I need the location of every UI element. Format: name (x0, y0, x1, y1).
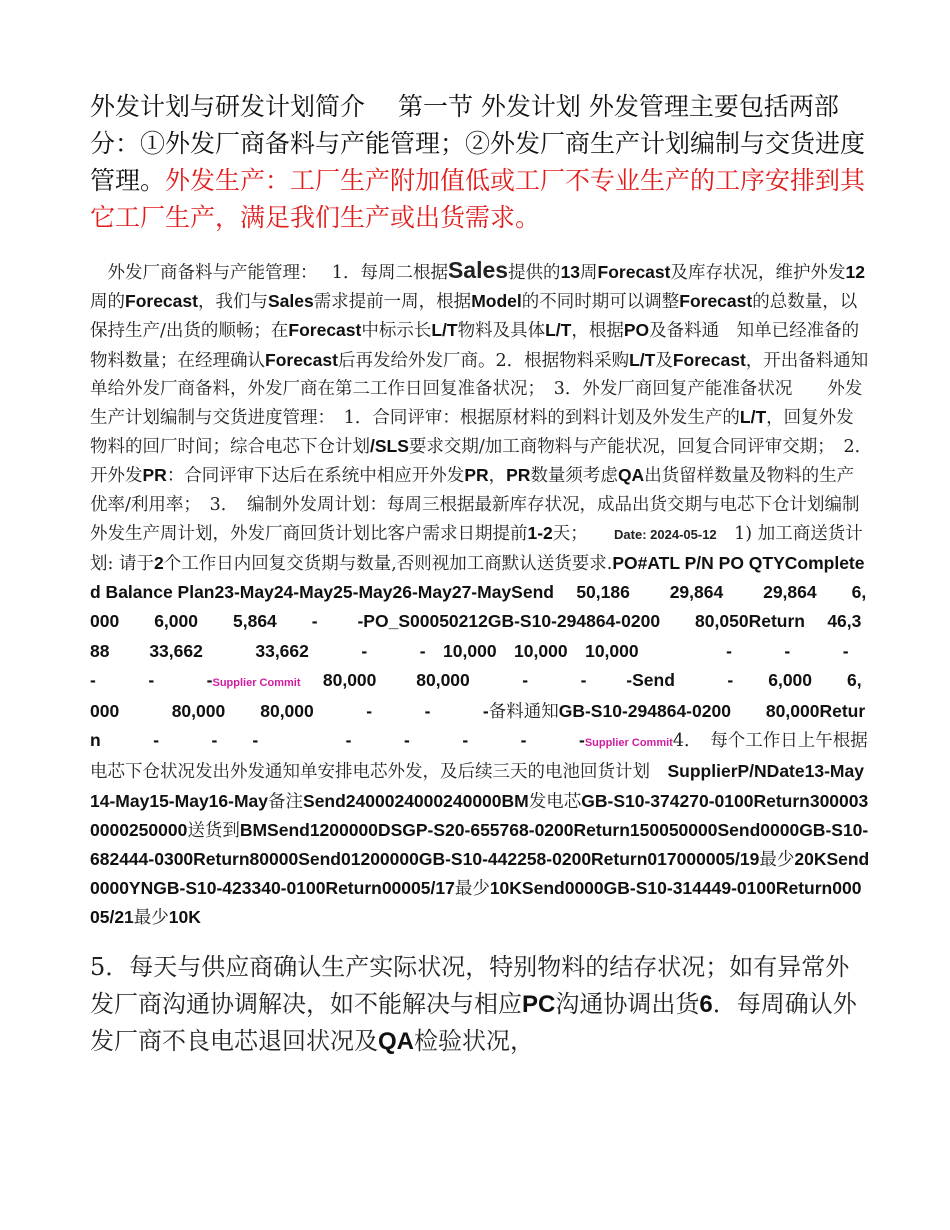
text-run: ，根据 (571, 321, 624, 342)
text-run: 提供的 (508, 263, 561, 283)
flattened-table-text: 80,000 80,000 - - -Send - 6,000 6,000 80,000 80,000 - - - (90, 669, 862, 722)
text-run: ：合同评审下达后在系统中相应开外发 (166, 466, 465, 487)
text-run: Sales (267, 291, 314, 312)
text-run: 后再发给外发厂商。2．根据物料采购 (337, 350, 630, 371)
text-run: 及备料通 知单已经准备的物料数量；在经理确认 (90, 321, 860, 371)
text-run: 需求提前一周，根据 (313, 292, 472, 313)
text-run: 4． 每个工作日上午根据电芯下仓状况发出外发通知单安排电芯外发，及后续三天的电池回货计划 (90, 731, 868, 783)
text-run: PR (464, 465, 489, 486)
text-run: 个工作日内回复交货期与数量,否则视加工商默认送货要求. (163, 554, 613, 575)
text-run: QA (617, 465, 645, 486)
text-run: ，回复外发物料的回厂时间；综合电芯下仓计划 (90, 408, 854, 458)
text-run: 的总数量，以保持生产/出货的顺畅；在 (90, 292, 858, 342)
body-paragraph (90, 256, 902, 933)
text-run: L/T (545, 320, 572, 341)
text-run: /SLS (370, 436, 409, 457)
text-run: 周的 (90, 292, 125, 313)
text-run: 送货到 (187, 820, 240, 841)
text-run: QA (378, 1027, 414, 1055)
text-run: 备注 (268, 791, 304, 812)
flattened-table-text: GB-S10-374270-0100Return3000030000250000 (90, 790, 869, 840)
text-run: Forecast (265, 349, 338, 370)
text-run: Model (471, 291, 522, 312)
text-run: 及库存状况，维护外发 (670, 263, 846, 283)
text-run: 1-2 (527, 522, 553, 543)
text-run: 周 (580, 263, 598, 283)
text-run: 数量须考虑 (530, 466, 618, 487)
text-run: 物料及具体 (457, 321, 546, 342)
text-run: 12 (845, 262, 865, 282)
text-run: Forecast (288, 320, 362, 341)
text-run: ，我们与 (197, 292, 268, 313)
document-page (90, 88, 902, 1060)
text-run: PC (522, 990, 556, 1018)
text-run: L/T (431, 320, 458, 341)
text-run: 天； (552, 523, 615, 544)
text-run: 外发厂商备料与产能管理： 1．每周二根据 (90, 263, 448, 283)
intro-highlight-text: 外发生产：工厂生产附加值低或工厂不专业生产的工序安排到其它工厂生产，满足我们生产或出货需求。 (90, 166, 866, 232)
text-run: Forecast (597, 262, 671, 282)
text-run: Forecast (125, 291, 198, 312)
text-run: 及 (655, 350, 673, 371)
text-run: 发电芯 (528, 791, 582, 812)
text-run: L/T (629, 349, 656, 370)
text-run: 5．每天与供应商确认生产实际状况，特别物料的结存状况；如有异常外发厂商沟通协调解决，如不能解决与相应 (90, 952, 850, 1018)
flattened-table-text: PO#ATL P/N PO QTYCompleted Balance Plan23-May24-May25-May26-May27-MaySend 50,186 29,864 29,864 6,000 6,000 5,864 - -PO_S00050212GB-S10-294864-0200 80,050Return 46,388 33,662 33,662 - - 10,000 10,000 10,000 - - - - - - (90, 553, 902, 690)
text-run: ，开出备料通知单给外发厂商备料，外发厂商在第二工作日回复准备状况； 3．外发厂商回复产能准备状况 外发生产计划编制与交货进度管理： 1．合同评审：根据原材料的到料计划及外发生产的 (90, 350, 869, 429)
text-run: 的不同时期可以调整 (521, 292, 680, 313)
text-run: PR (142, 465, 167, 486)
text-run: PO (623, 320, 650, 341)
supplier-commit-label: Supplier Commit (584, 737, 673, 750)
text-run: 最少 (454, 879, 490, 900)
date-label: Date: 2024-05-12 (614, 526, 717, 542)
closing-paragraph (90, 949, 870, 1060)
text-run: ， (488, 466, 507, 487)
text-run: 要求交期/加工商物料与产能状况，回复合同评审交期； 2． 开外发 (90, 437, 881, 487)
text-run: 沟通协调出货 (555, 989, 700, 1018)
text-run: 最少 (759, 850, 795, 871)
intro-paragraph (90, 88, 870, 236)
text-run: 2 (153, 553, 164, 574)
flattened-table-text: GB-S10-294864-0200 80,000Return - - - - - - - - (90, 701, 866, 751)
text-run: Forecast (679, 291, 753, 312)
flattened-table-text: 10KSend0000GB-S10-314449-0100Return00005/21 (90, 878, 862, 928)
text-run: 13 (560, 262, 581, 282)
text-run: 6 (699, 990, 713, 1018)
text-run: 最少 (133, 908, 169, 929)
text-run: PR (506, 465, 531, 486)
intro-text: 外发计划与研发计划简介 第一节 外发计划 外发管理主要包括两部分：①外发厂商备料与产能管理；②外发厂商生产计划编制与交货进度管理。 (90, 92, 866, 195)
text-run: Sales (447, 257, 509, 283)
text-run: 备料通知 (488, 702, 559, 723)
text-run: ．每周确认外发厂商不良电芯退回状况及 (90, 989, 857, 1055)
flattened-table-text: 20KSend0000YNGB-S10-423340-0100Return00005/17 (90, 849, 870, 899)
text-run: Forecast (672, 349, 746, 370)
text-run: 出货留样数量及物料的生产优率/利用率； 3． 编制外发周计划：每周三根据最新库存状况，成品出货交期与电芯下仓计划编制外发生产周计划，外发厂商回货计划比客户需求日期提前 (90, 466, 860, 544)
flattened-table-text: 10K (168, 907, 201, 928)
text-run: L/T (739, 407, 767, 428)
flattened-table-text: Send2400024000240000BM (303, 790, 529, 811)
supplier-commit-label: Supplier Commit (212, 676, 301, 689)
flattened-table-text: BMSend1200000DSGP-S20-655768-0200Return150050000Send0000GB-S10-682444-0300Return80000Send01200000GB-S10-442258-0200Return017000005/19 (90, 819, 869, 870)
text-run: 中标示长 (361, 321, 432, 342)
flattened-table-text: SupplierP/NDate13-May14-May15-May16-May (90, 761, 864, 811)
text-run: 1) 加工商送货计划: 请于 (90, 523, 863, 575)
text-run: 检验状况， (414, 1026, 534, 1055)
